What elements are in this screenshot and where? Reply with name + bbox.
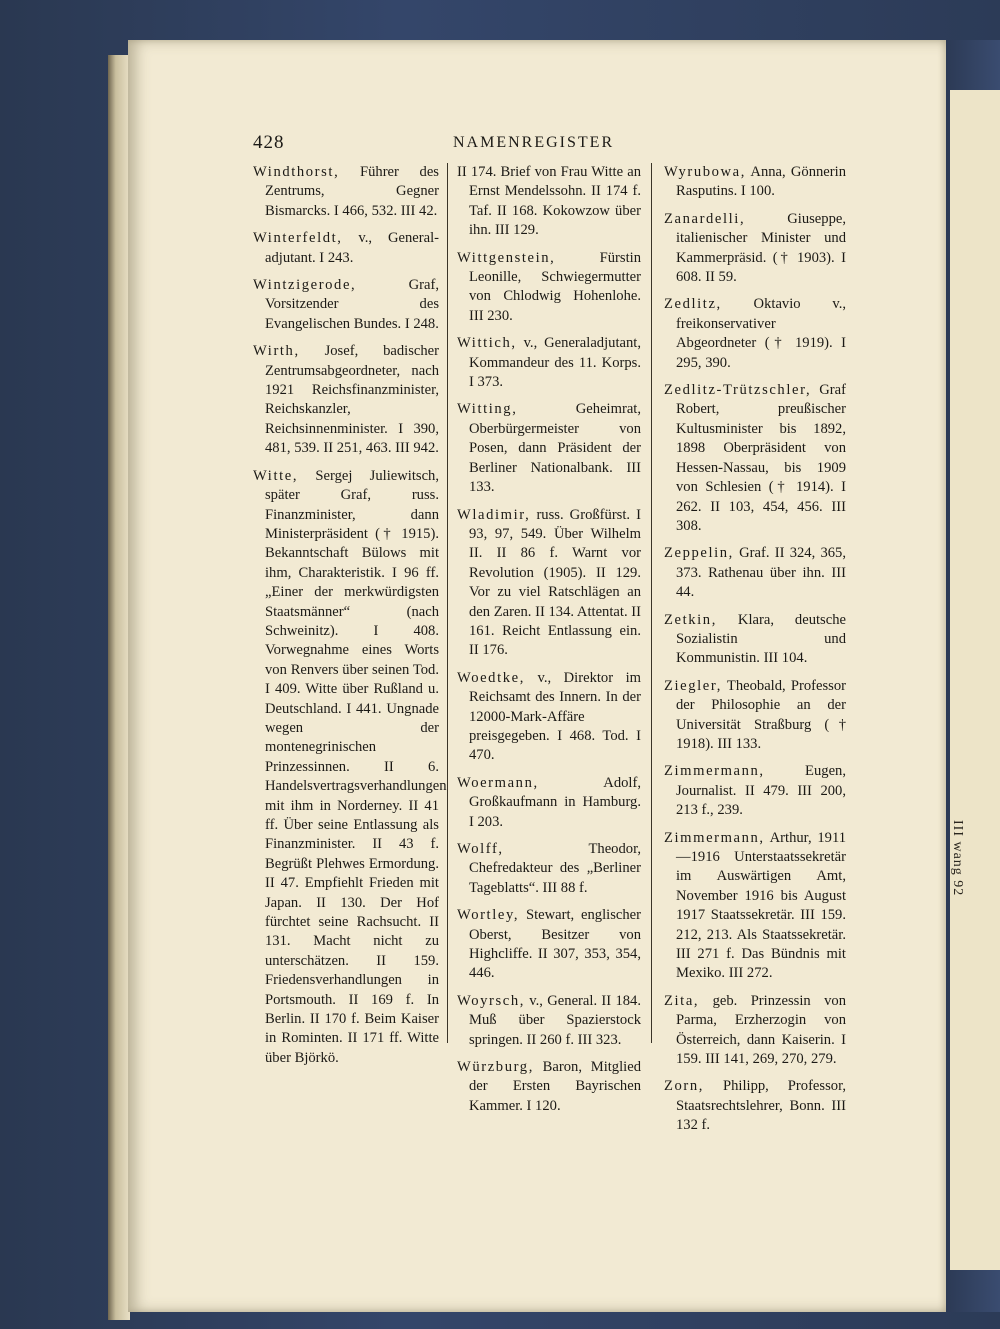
column-3 (664, 163, 846, 1144)
entry-headword: Woermann, (457, 774, 539, 791)
entry-text: Theobald, Professor der Philosophie an der Universität Straßburg († 1918). III 133. (676, 677, 846, 752)
entry-headword: Wintzigerode, (253, 277, 357, 294)
entry-text: v., General. II 184. Muß über Spazierstock springen. II 260 f. III 323. (469, 992, 641, 1048)
entry-headword: Zimmermann, (664, 763, 765, 780)
entry-headword: Zimmermann, (664, 829, 765, 846)
entry-headword: Wirth, (253, 343, 300, 360)
index-entry (664, 611, 846, 669)
entry-text: II 174. Brief von Frau Witte an Ernst Mendelssohn. II 174 f. Taf. II 168. Kokowzow über ihn. III 129. (457, 164, 641, 239)
index-entry (253, 229, 439, 268)
entry-headword: Witting, (457, 401, 518, 418)
index-entry (664, 295, 846, 373)
entry-headword: Wyrubowa, (664, 164, 747, 180)
entry-headword: Wortley, (457, 907, 520, 924)
entry-text: Führer des Zentrums, Gegner Bismarcks. I 466, 532. III 42. (265, 164, 439, 219)
entry-headword: Windthorst, (253, 164, 340, 180)
index-entry (664, 163, 846, 202)
running-head: NAMENREGISTER (453, 134, 615, 151)
entry-text: Graf, Vorsitzender des Evangelischen Bundes. I 248. (265, 277, 439, 332)
index-entry (664, 762, 846, 820)
entry-headword: Würzburg, (457, 1059, 534, 1076)
entry-headword: Zedlitz-Trützschler, (664, 382, 812, 399)
entry-text: Oktavio v., freikonservativer Abgeordneter († 1919). I 295, 390. (676, 296, 846, 371)
index-entry (664, 210, 846, 288)
entry-text: Adolf, Großkaufmann in Hamburg. I 203. (469, 774, 641, 830)
entry-headword: Wladimir, (457, 506, 531, 523)
entry-headword: Wittgenstein, (457, 249, 556, 266)
index-entry (457, 906, 641, 984)
entry-text: v., Generaladjutant, Kommandeur des 11. Korps. I 373. (469, 335, 641, 391)
entry-headword: Witte, (253, 467, 299, 484)
index-entry (457, 334, 641, 392)
page-number: 428 (253, 132, 285, 153)
entry-text: v., General-adjutant. I 243. (265, 230, 439, 266)
column-rule (447, 163, 448, 1043)
index-entry (253, 342, 439, 458)
entry-headword: Zorn, (664, 1078, 705, 1095)
entry-text: Giuseppe, italienischer Minister und Kammerpräsid. († 1903). I 608. II 59. (676, 210, 846, 286)
index-entry (253, 467, 447, 1069)
facing-page-label: III wang 92 (950, 820, 965, 897)
index-entry (457, 163, 641, 241)
index-entry (457, 774, 641, 832)
entry-text: Anna, Gönnerin Rasputins. I 100. (676, 164, 846, 200)
entry-text: russ. Großfürst. I 93, 97, 549. Über Wilhelm II. II 86 f. Warnt vor Revolution (1905). II 129. Vor zu viel Ratschlägen an den Zaren. II 134. Attentat. II 161. Reicht Entlassung ein. II 176. (469, 506, 641, 659)
entry-text: Baron, Mitglied der Ersten Bayrischen Kammer. I 120. (469, 1059, 641, 1114)
entry-text: Theodor, Chefredakteur des „Berliner Tageblatts“. III 88 f. (469, 841, 641, 896)
page-edges (108, 55, 130, 1320)
entry-text: Graf. II 324, 365, 373. Rathenau über ihn. III 44. (676, 545, 846, 601)
facing-page-edge (950, 90, 1000, 1270)
entry-text: Josef, badischer Zentrumsabgeordneter, nach 1921 Reichsfinanzminister, Reichskanzler, Reichsinnenminister. I 390, 481, 539. II 251, 463. III 942. (265, 343, 439, 457)
entry-headword: Winterfeldt, (253, 230, 343, 247)
entry-headword: Zeppelin, (664, 545, 734, 562)
index-entry (457, 249, 641, 327)
index-entry (664, 992, 846, 1070)
entry-headword: Zita, (664, 992, 700, 1009)
column-1 (253, 163, 447, 1076)
entry-headword: Ziegler, (664, 677, 722, 694)
index-entry (457, 669, 641, 766)
entry-text: Sergej Juliewitsch, später Graf, russ. Finanzminister, dann Ministerpräsident († 1915). Bekanntschaft Bülows mit ihm, Charakteristik. I 96 ff. „Einer der merkwürdigsten Staatsmänner“ (nach Schweinitz). I 408. Vorwegnahme eines Worts von Renvers über seinen Tod. I 409. Witte über Rußland u. Deutschland. I 441. Ungnade wegen der montenegrinischen Prinzessinnen. II 6. Handelsvertragsverhandlungen mit ihm in Norderney. II 41 ff. Über seine Entlassung als Finanzminister. II 43 f. Begrüßt Plehwes Ermordung. II 47. Empfiehlt Frieden mit Japan. II 130. Der Hof fürchtet seine Rachsucht. II 131. Macht nicht zu unterschätzen. II 159. Friedensverhandlungen in Portsmouth. II 169 f. In Berlin. II 170 f. Beim Kaiser in Rominten. II 171 ff. Witte über Björkö. (265, 467, 447, 1066)
index-entry (664, 381, 846, 536)
entry-text: Graf Robert, preußischer Kultusminister bis 1892, 1898 Oberpräsident von Hessen-Nassau, bis 1909 von Schlesien († 1914). I 262. II 103, 454, 456. III 308. (676, 382, 846, 534)
entry-text: Eugen, Journalist. II 479. III 200, 213 f., 239. (676, 763, 846, 819)
entry-text: Geheimrat, Oberbürgermeister von Posen, dann Präsident der Berliner Nationalbank. III 133. (469, 401, 641, 496)
index-entry (253, 276, 439, 334)
index-entry (457, 506, 641, 661)
entry-text: Philipp, Professor, Staatsrechtslehrer, Bonn. III 132 f. (676, 1078, 846, 1134)
entry-text: Arthur, 1911—1916 Unterstaatssekretär im Auswärtigen Amt, November 1916 bis August 1917 Staatssekretär. III 159. 212, 213. Als Staatssekretär. III 271 f. Das Bündnis mit Mexiko. III 272. (676, 829, 846, 982)
entry-text: Klara, deutsche Sozialistin und Kommunistin. III 104. (676, 611, 846, 667)
index-entry (457, 400, 641, 497)
index-entry (664, 544, 846, 602)
entry-text: v., Direktor im Reichsamt des Innern. In der 12000-Mark-Affäre preisgegeben. I 468. Tod. I 470. (469, 669, 641, 764)
index-entry (664, 829, 846, 984)
column-2 (457, 163, 641, 1124)
index-entry (664, 677, 846, 755)
entry-headword: Wolff, (457, 841, 504, 857)
entry-headword: Zedlitz, (664, 296, 722, 313)
index-entry (457, 840, 641, 898)
entry-text: Fürstin Leonille, Schwiegermutter von Chlodwig Hohenlohe. III 230. (469, 249, 641, 324)
index-entry (664, 1077, 846, 1135)
entry-text: geb. Prinzessin von Parma, Erzherzogin von Österreich, dann Kaiserin. I 159. III 141, 269, 270, 279. (676, 992, 846, 1068)
entry-text: Stewart, englischer Oberst, Besitzer von Highcliffe. II 307, 353, 354, 446. (469, 907, 641, 982)
page-header (253, 132, 883, 156)
entry-headword: Wittich, (457, 335, 517, 352)
entry-headword: Woyrsch, (457, 992, 525, 1009)
entry-headword: Woedtke, (457, 669, 525, 686)
index-entry (253, 163, 439, 221)
index-entry (457, 1058, 641, 1116)
column-rule (651, 163, 652, 1043)
entry-headword: Zetkin, (664, 611, 717, 628)
entry-headword: Zanardelli, (664, 210, 746, 227)
index-entry (457, 992, 641, 1050)
